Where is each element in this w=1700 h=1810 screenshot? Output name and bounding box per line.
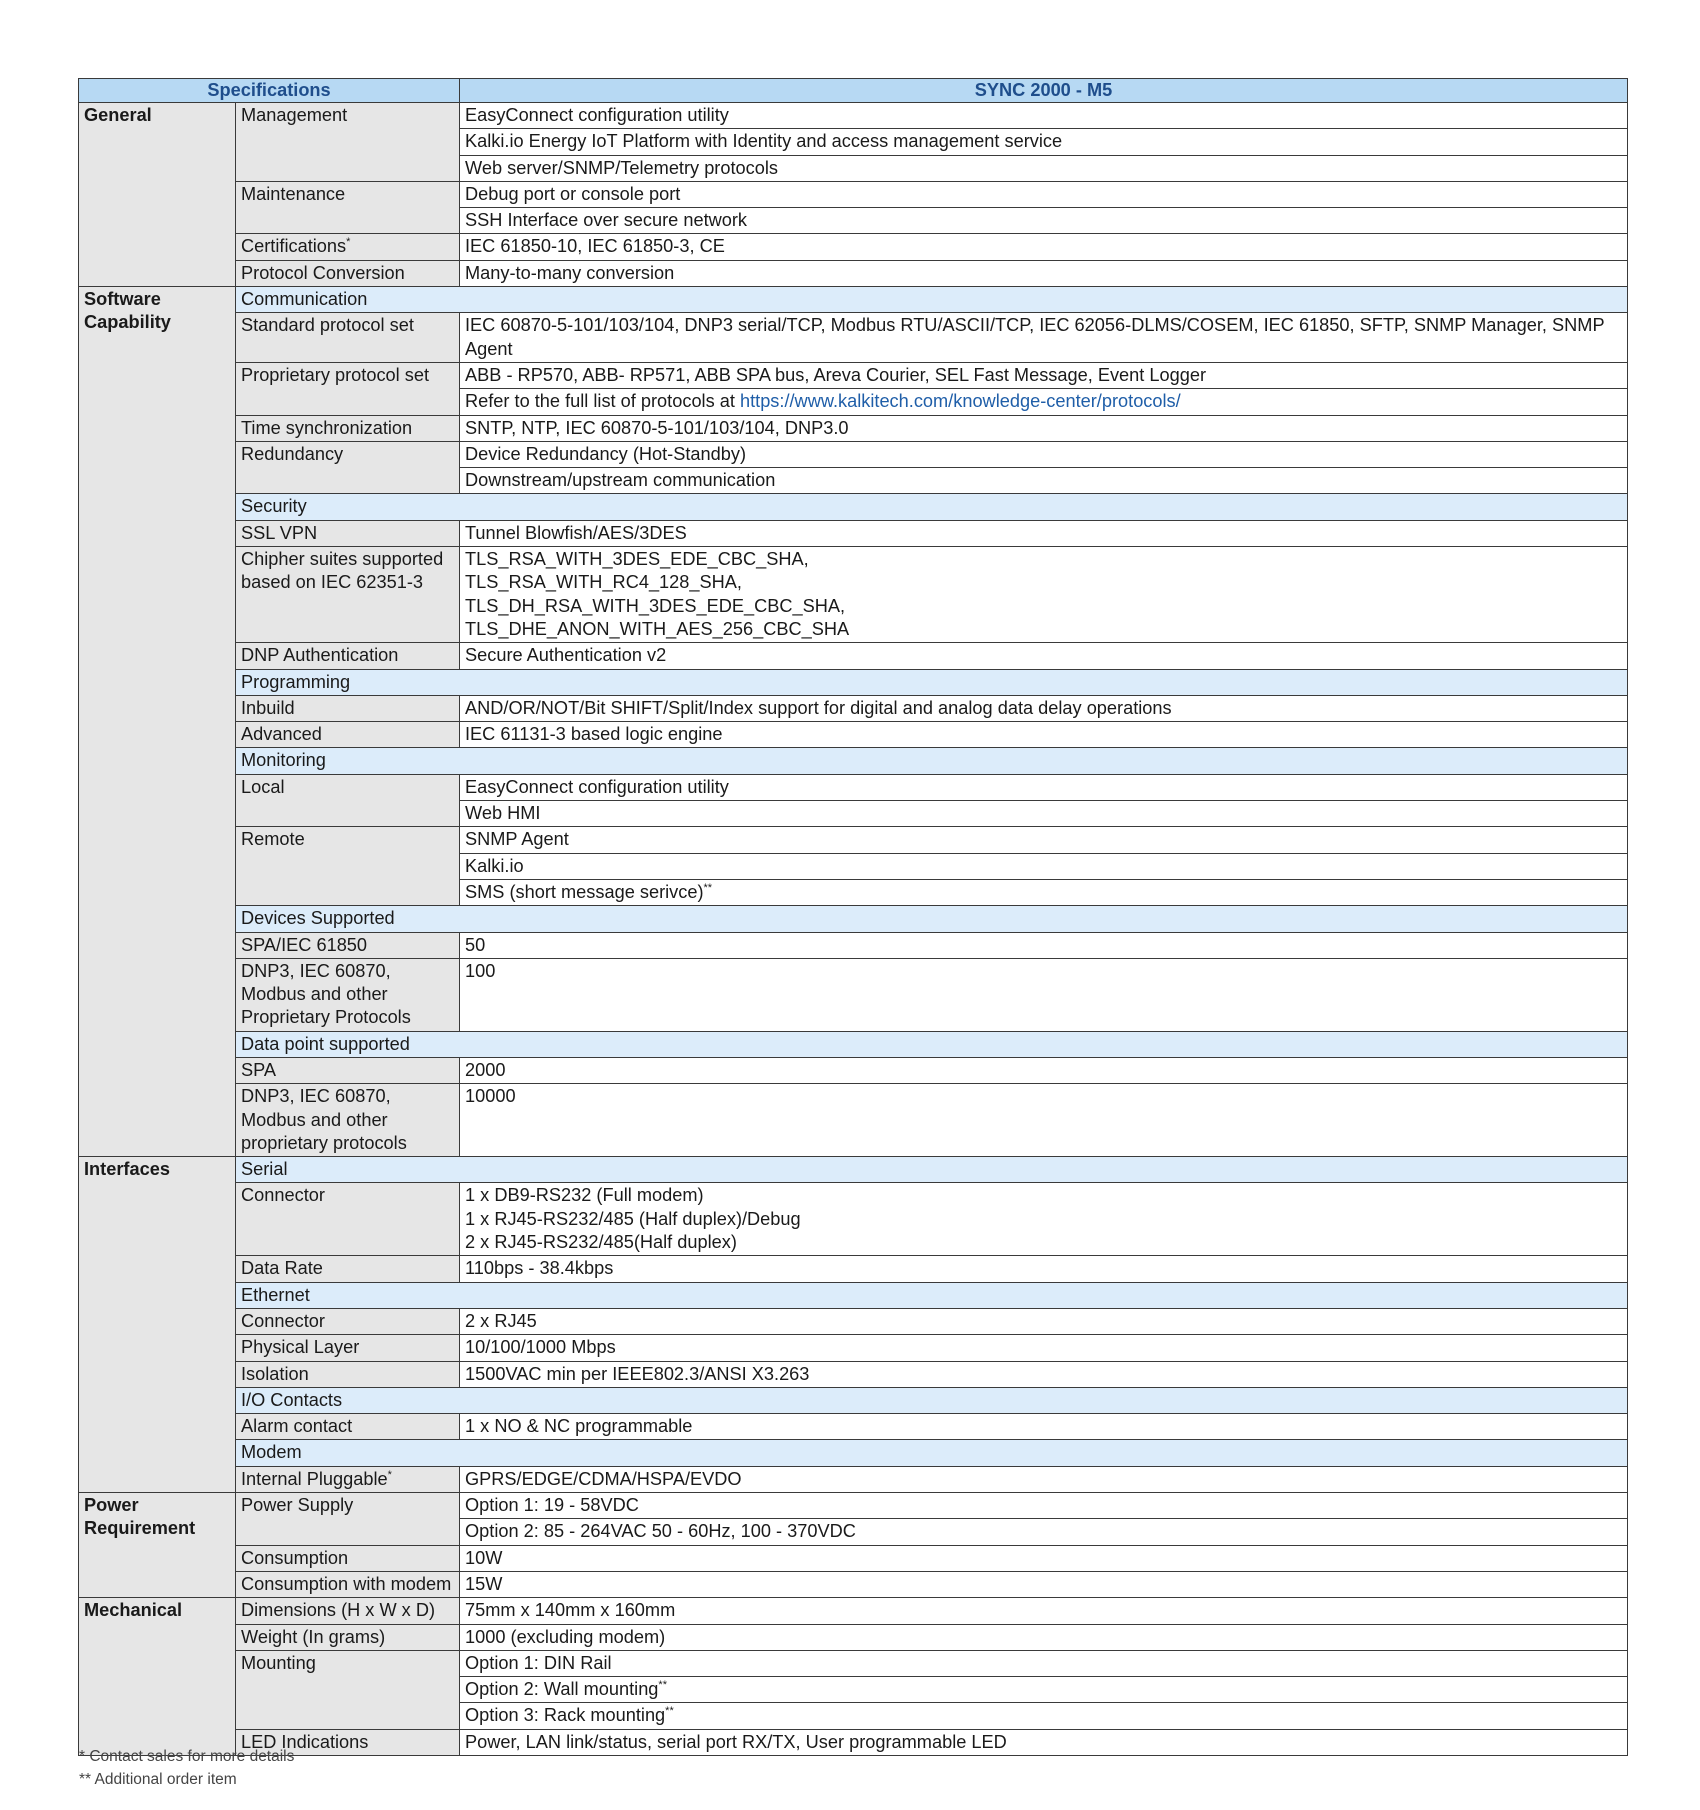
spec-label xyxy=(236,958,460,1031)
subheader-cell: Devices Supported xyxy=(236,906,1628,932)
spec-value: AND/OR/NOT/Bit SHIFT/Split/Index support for digital and analog data delay operations xyxy=(460,695,1628,721)
spec-value: IEC 61131-3 based logic engine xyxy=(460,722,1628,748)
spec-value: SNTP, NTP, IEC 60870-5-101/103/104, DNP3.0 xyxy=(460,415,1628,441)
table-row xyxy=(79,1545,1628,1571)
spec-value: IEC 60870-5-101/103/104, DNP3 serial/TCP, Modbus RTU/ASCII/TCP, IEC 62056-DLMS/COSEM, IEC 61850, SFTP, SNMP Manager, SNMP Agent xyxy=(460,313,1628,363)
spec-label xyxy=(236,181,460,234)
spec-label-text: Standard protocol set xyxy=(241,315,414,336)
value-line: TLS_RSA_WITH_3DES_EDE_CBC_SHA, xyxy=(465,549,809,570)
spec-label-text: DNP Authentication xyxy=(241,645,399,666)
spec-label-text: Management xyxy=(241,105,348,125)
spec-value xyxy=(460,879,1628,905)
table-row xyxy=(79,1598,1628,1624)
spec-label xyxy=(236,1084,460,1157)
value-line: TLS_RSA_WITH_RC4_128_SHA, xyxy=(465,572,742,593)
spec-label xyxy=(236,1057,460,1083)
spec-label-text: Local xyxy=(241,776,285,797)
spec-value: 10W xyxy=(460,1545,1628,1571)
spec-value: 110bps - 38.4kbps xyxy=(460,1256,1628,1282)
spec-value: Option 1: DIN Rail xyxy=(460,1650,1628,1676)
value-line: 1 x DB9-RS232 (Full modem) xyxy=(465,1185,704,1206)
spec-value: Web server/SNMP/Telemetry protocols xyxy=(460,155,1628,181)
table-row xyxy=(79,1414,1628,1440)
spec-label-text: Protocol Conversion xyxy=(241,262,405,283)
table-row xyxy=(79,1335,1628,1361)
spec-value: 100 xyxy=(460,958,1628,1031)
spec-value: 1 x NO & NC programmable xyxy=(460,1414,1628,1440)
spec-label xyxy=(236,1571,460,1597)
spec-value: EasyConnect configuration utility xyxy=(460,103,1628,129)
spec-value: Option 2: 85 - 264VAC 50 - 60Hz, 100 - 370VDC xyxy=(460,1519,1628,1545)
subheader-cell: Communication xyxy=(236,287,1628,313)
spec-label-text: Connector xyxy=(241,1310,325,1331)
spec-value: SNMP Agent xyxy=(460,827,1628,853)
category-cell: Software Capability xyxy=(79,287,236,1157)
subheader-cell: Modem xyxy=(236,1440,1628,1466)
table-row xyxy=(79,1571,1628,1597)
spec-label xyxy=(236,722,460,748)
value-line: TLS_DHE_ANON_WITH_AES_256_CBC_SHA xyxy=(465,618,850,639)
subheader-cell: Security xyxy=(236,494,1628,520)
value-line: 1 x RJ45-RS232/485 (Half duplex)/Debug xyxy=(465,1208,801,1229)
spec-label-text: SPA xyxy=(241,1059,277,1080)
category-cell: Power Requirement xyxy=(79,1493,236,1598)
value-text: Refer to the full list of protocols at xyxy=(465,391,740,412)
spec-label xyxy=(236,1624,460,1650)
spec-label-text: Consumption xyxy=(241,1547,349,1568)
subheader-cell: Monitoring xyxy=(236,748,1628,774)
spec-label xyxy=(236,1361,460,1387)
spec-value: Secure Authentication v2 xyxy=(460,643,1628,669)
table-row xyxy=(79,695,1628,721)
subheader-cell: Serial xyxy=(236,1157,1628,1183)
spec-value xyxy=(460,547,1628,643)
table-row xyxy=(79,260,1628,286)
value-text: Option 2: Wall mounting xyxy=(465,1679,659,1700)
table-row xyxy=(79,1183,1628,1256)
spec-label xyxy=(236,1466,460,1492)
table-row xyxy=(79,103,1628,129)
spec-value: Kalki.io xyxy=(460,853,1628,879)
table-row xyxy=(79,1057,1628,1083)
table-row xyxy=(79,1650,1628,1676)
protocols-link[interactable]: https://www.kalkitech.com/knowledge-center/protocols/ xyxy=(739,391,1181,412)
spec-label-text: Remote xyxy=(241,829,305,850)
value-text: SMS (short message serivce) xyxy=(465,881,704,902)
spec-label xyxy=(236,643,460,669)
spec-label-text: Mounting xyxy=(241,1652,316,1673)
spec-label-text: LED Indications xyxy=(241,1731,369,1752)
spec-label xyxy=(236,1493,460,1546)
spec-label-text: Data Rate xyxy=(241,1258,323,1279)
subheader-row xyxy=(79,1031,1628,1057)
spec-label xyxy=(236,827,460,906)
table-row xyxy=(79,774,1628,800)
spec-label-text: Time synchronization xyxy=(241,417,413,438)
spec-value: 15W xyxy=(460,1571,1628,1597)
spec-label-text: SPA/IEC 61850 xyxy=(241,934,368,955)
subheader-row xyxy=(79,287,1628,313)
spec-value: Power, LAN link/status, serial port RX/TX, User programmable LED xyxy=(460,1729,1628,1755)
table-row xyxy=(79,547,1628,643)
header-product: SYNC 2000 - M5 xyxy=(460,79,1628,103)
spec-label-text: Connector xyxy=(241,1185,325,1206)
subheader-cell: Programming xyxy=(236,669,1628,695)
spec-value: 1000 (excluding modem) xyxy=(460,1624,1628,1650)
subheader-row xyxy=(79,494,1628,520)
value-line: TLS_DH_RSA_WITH_3DES_EDE_CBC_SHA, xyxy=(465,595,846,616)
table-row xyxy=(79,1493,1628,1519)
footnote: * Contact sales for more details xyxy=(79,1748,295,1765)
spec-label-text: Physical Layer xyxy=(241,1337,360,1358)
spec-label xyxy=(236,260,460,286)
table-row xyxy=(79,441,1628,467)
category-cell: Mechanical xyxy=(79,1598,236,1756)
spec-label xyxy=(236,1598,460,1624)
spec-value: Many-to-many conversion xyxy=(460,260,1628,286)
table-row xyxy=(79,932,1628,958)
footnote-mark: ** xyxy=(658,1679,667,1692)
spec-label xyxy=(236,520,460,546)
subheader-row xyxy=(79,1387,1628,1413)
spec-label xyxy=(236,547,460,643)
spec-label xyxy=(236,313,460,363)
category-cell: Interfaces xyxy=(79,1157,236,1493)
spec-label-text: Internal Pluggable xyxy=(241,1468,388,1489)
spec-label-text: Alarm contact xyxy=(241,1416,353,1437)
spec-value: Tunnel Blowfish/AES/3DES xyxy=(460,520,1628,546)
spec-label xyxy=(236,1545,460,1571)
spec-value: 10000 xyxy=(460,1084,1628,1157)
footnote-mark: * xyxy=(387,1468,392,1481)
table-row xyxy=(79,1084,1628,1157)
table-row xyxy=(79,1466,1628,1492)
spec-label xyxy=(236,103,460,182)
spec-value: 1500VAC min per IEEE802.3/ANSI X3.263 xyxy=(460,1361,1628,1387)
table-row xyxy=(79,181,1628,207)
subheader-row xyxy=(79,1440,1628,1466)
spec-label xyxy=(236,415,460,441)
footnote-mark: ** xyxy=(703,881,713,894)
spec-label-text: DNP3, IEC 60870, Modbus and other proprietary protocols xyxy=(241,1086,407,1153)
table-row xyxy=(79,520,1628,546)
spec-label-text: Proprietary protocol set xyxy=(241,364,430,385)
spec-value: Kalki.io Energy IoT Platform with Identity and access management service xyxy=(460,129,1628,155)
footnote: ** Additional order item xyxy=(79,1771,237,1788)
table-header-row xyxy=(79,79,1628,103)
subheader-row xyxy=(79,669,1628,695)
spec-label xyxy=(236,1335,460,1361)
subheader-row xyxy=(79,906,1628,932)
spec-value: 10/100/1000 Mbps xyxy=(460,1335,1628,1361)
table-row xyxy=(79,1624,1628,1650)
table-row xyxy=(79,234,1628,260)
spec-value: Option 1: 19 - 58VDC xyxy=(460,1493,1628,1519)
spec-value: ABB - RP570, ABB- RP571, ABB SPA bus, Areva Courier, SEL Fast Message, Event Logger xyxy=(460,362,1628,388)
spec-label-text: Isolation xyxy=(241,1363,309,1384)
spec-label xyxy=(236,1183,460,1256)
spec-value: Downstream/upstream communication xyxy=(460,468,1628,494)
spec-value: GPRS/EDGE/CDMA/HSPA/EVDO xyxy=(460,1466,1628,1492)
spec-label xyxy=(236,1256,460,1282)
spec-label xyxy=(236,234,460,260)
header-specifications: Specifications xyxy=(79,79,460,103)
value-line: 2 x RJ45-RS232/485(Half duplex) xyxy=(465,1232,737,1253)
spec-label-text: Weight (In grams) xyxy=(241,1626,386,1647)
spec-label-text: DNP3, IEC 60870, Modbus and other Proprietary Protocols xyxy=(241,960,411,1028)
table-row xyxy=(79,722,1628,748)
table-row xyxy=(79,827,1628,853)
subheader-row xyxy=(79,1282,1628,1308)
footnote-mark: ** xyxy=(665,1705,674,1718)
spec-value xyxy=(460,1703,1628,1729)
spec-label-text: Consumption with modem xyxy=(241,1573,452,1594)
spec-label-text: SSL VPN xyxy=(241,522,318,543)
spec-value xyxy=(460,1677,1628,1703)
spec-label-text: Chipher suites supported based on IEC 62351-3 xyxy=(241,549,444,593)
spec-value: Device Redundancy (Hot-Standby) xyxy=(460,441,1628,467)
table-row xyxy=(79,1729,1628,1755)
footnote-mark: * xyxy=(346,236,351,249)
subheader-cell: Ethernet xyxy=(236,1282,1628,1308)
subheader-row xyxy=(79,1157,1628,1183)
spec-label-text: Dimensions (H x W x D) xyxy=(241,1600,436,1621)
spec-label xyxy=(236,932,460,958)
spec-label-text: Certifications xyxy=(241,236,347,257)
table-row xyxy=(79,958,1628,1031)
spec-label xyxy=(236,1308,460,1334)
spec-value: Debug port or console port xyxy=(460,181,1628,207)
spec-label-text: Advanced xyxy=(241,724,322,745)
table-row xyxy=(79,415,1628,441)
spec-label xyxy=(236,1650,460,1729)
category-cell: General xyxy=(79,103,236,287)
footnotes xyxy=(79,1745,294,1791)
spec-value: 2000 xyxy=(460,1057,1628,1083)
spec-value: EasyConnect configuration utility xyxy=(460,774,1628,800)
spec-value xyxy=(460,1183,1628,1256)
subheader-cell: I/O Contacts xyxy=(236,1387,1628,1413)
subheader-cell: Data point supported xyxy=(236,1031,1628,1057)
spec-label-text: Redundancy xyxy=(241,443,344,464)
table-row xyxy=(79,1361,1628,1387)
spec-label xyxy=(236,441,460,494)
spec-value: SSH Interface over secure network xyxy=(460,208,1628,234)
spec-table xyxy=(78,78,1628,1756)
spec-label xyxy=(236,362,460,415)
table-row xyxy=(79,313,1628,363)
spec-value xyxy=(460,389,1628,415)
spec-value: 75mm x 140mm x 160mm xyxy=(460,1598,1628,1624)
spec-label xyxy=(236,695,460,721)
spec-label-text: Maintenance xyxy=(241,183,346,204)
spec-value: 50 xyxy=(460,932,1628,958)
value-text: Option 3: Rack mounting xyxy=(465,1705,666,1726)
table-row xyxy=(79,362,1628,388)
table-row xyxy=(79,643,1628,669)
spec-value: IEC 61850-10, IEC 61850-3, CE xyxy=(460,234,1628,260)
spec-label xyxy=(236,774,460,827)
table-row xyxy=(79,1256,1628,1282)
spec-label-text: Power Supply xyxy=(241,1495,354,1516)
spec-label xyxy=(236,1414,460,1440)
subheader-row xyxy=(79,748,1628,774)
spec-value: 2 x RJ45 xyxy=(460,1308,1628,1334)
spec-value: Web HMI xyxy=(460,801,1628,827)
table-row xyxy=(79,1308,1628,1334)
spec-label-text: Inbuild xyxy=(241,697,295,718)
